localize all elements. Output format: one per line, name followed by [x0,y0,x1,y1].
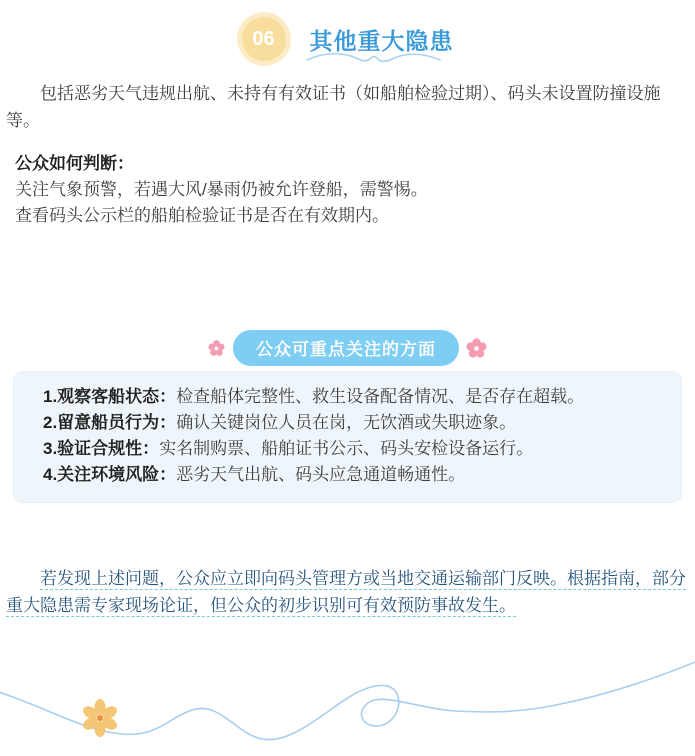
conclusion-paragraph [6,565,689,619]
judge-heading: 公众如何判断： [15,154,134,173]
flower-icon [466,338,487,359]
flower-icon [208,340,225,357]
focus-banner [0,333,695,363]
focus-item-text: 检查船体完整性、救生设备配备情况、是否存在超载。 [176,387,585,406]
section-title-wrap [310,23,454,56]
wave-decoration [0,646,695,756]
list-item [43,462,665,488]
list-item [43,384,665,410]
focus-item-label: 3.验证合规性： [43,439,160,458]
judge-line-1: 关注气象预警，若遇大风/暴雨仍被允许登船，需警惕。 [15,180,428,199]
intro-paragraph: 包括恶劣天气违规出航、未持有有效证书（如船舶检验过期）、码头未设置防撞设施等。 [6,84,661,130]
section-header [0,12,695,66]
focus-item-text: 恶劣天气出航、码头应急通道畅通性。 [176,465,466,484]
focus-item-label: 4.关注环境风险： [43,465,177,484]
focus-item-text: 实名制购票、船舶证书公示、码头安检设备运行。 [159,439,534,458]
focus-item-label: 2.留意船员行为： [43,413,177,432]
focus-pill-heading: 公众可重点关注的方面 [233,330,459,366]
flower-icon [81,699,119,737]
judge-line-2: 查看码头公示栏的船舶检验证书是否在有效期内。 [15,206,389,225]
section-number: 06 [252,27,275,50]
section-title: 其他重大隐患 [309,27,454,54]
list-item [43,436,665,462]
list-item [43,410,665,436]
squiggle-underline-icon [304,50,444,64]
conclusion-emphasis-text: 若发现上述问题，公众应立即向码头管理方或当地交通运输部门反映。根据指南，部分重大隐患需专家现场论证，但公众的初步识别可有效预防事故发生。 [6,569,686,615]
section-number-badge [242,17,286,61]
judge-section [15,151,689,229]
focus-item-label: 1.观察客船状态： [43,387,177,406]
focus-item-text: 确认关键岗位人员在岗，无饮酒或失职迹象。 [176,413,517,432]
article-page [0,12,695,756]
focus-checklist-box [13,371,682,503]
